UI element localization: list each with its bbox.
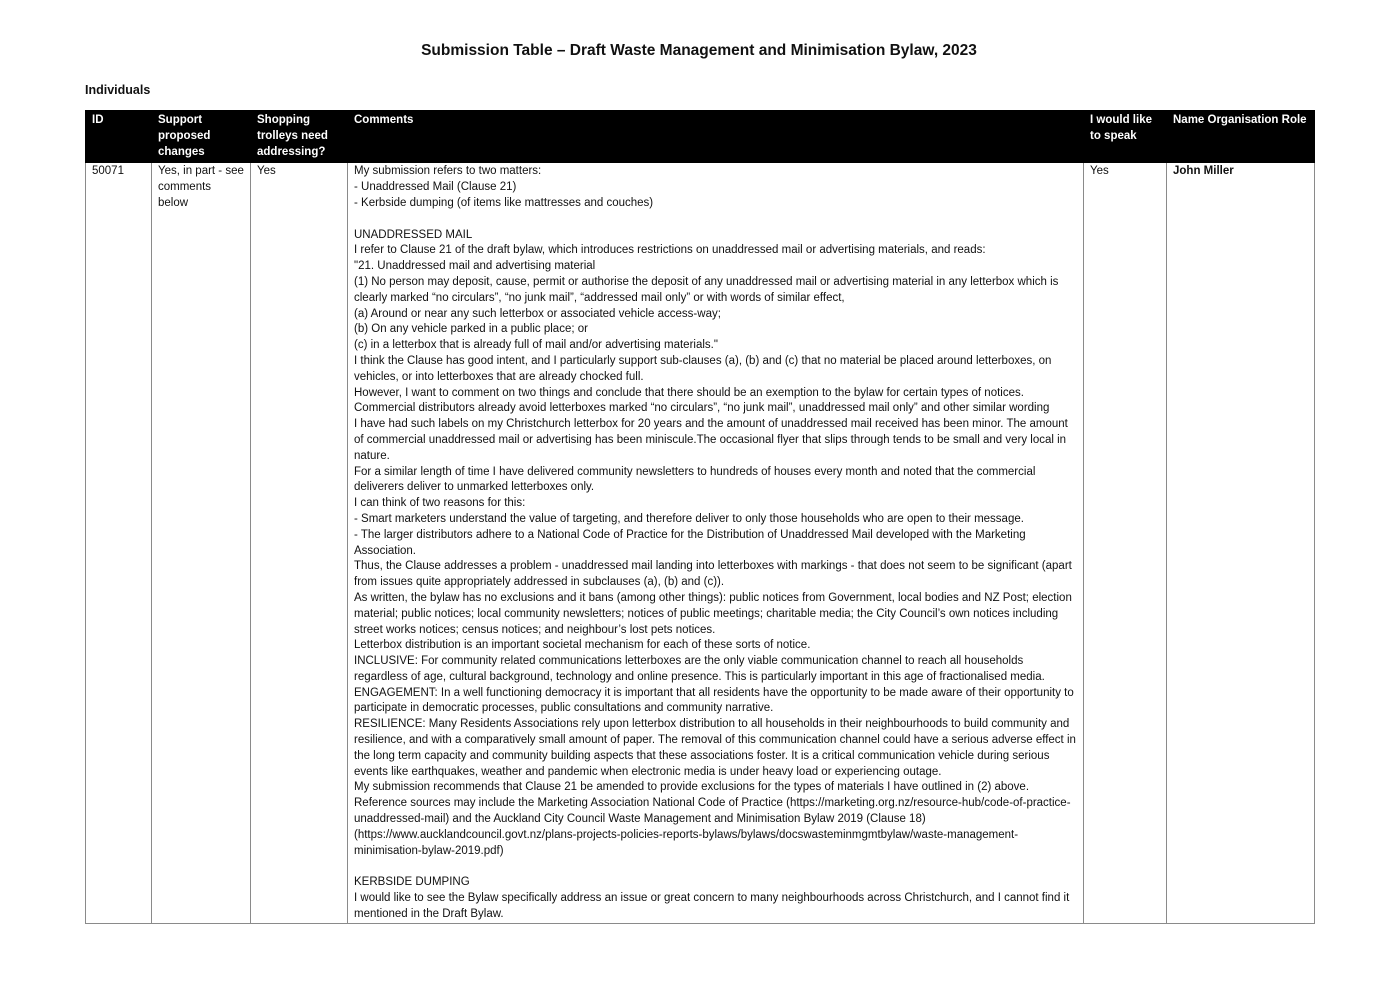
cell-id: 50071 — [86, 163, 152, 923]
column-header-id: ID — [86, 111, 152, 163]
column-header-comments: Comments — [348, 111, 1084, 163]
column-header-name: Name Organisation Role — [1167, 111, 1315, 163]
column-header-support: Support proposed changes — [152, 111, 251, 163]
cell-comments: My submission refers to two matters: - Unaddressed Mail (Clause 21) - Kerbside dumping (of items like mattresses and couches) UNADDRESSED MAIL I refer to Clause 21 of the draft bylaw, which introduces restrictions on unaddressed mail or advertising materials, and reads: "21. Unaddressed mail and advertising material (1) No person may deposit, cause, permit or authorise the deposit of any unaddressed mail or advertising material in any letterbox which is clearly marked “no circulars”, “no junk mail”, “addressed mail only” or with words of similar effect, (a) Around or near any such letterbox or associated vehicle access-way; (b) On any vehicle parked in a public place; or (c) in a letterbox that is already full of mail and/or advertising materials." I think the Clause has good intent, and I particularly support sub-clauses (a), (b) and (c) that no material be placed around letterboxes, on vehicles, or into letterboxes that are already chocked full. However, I want to comment on two things and conclude that there should be an exemption to the bylaw for certain types of notices. Commercial distributors already avoid letterboxes marked “no circulars”, “no junk mail”, unaddressed mail only” and other similar wording I have had such labels on my Christchurch letterbox for 20 years and the amount of unaddressed mail received has been minor. The amount of commercial unaddressed mail or advertising has been miniscule.The occasional flyer that slips through tends to be small and very local in nature. For a similar length of time I have delivered community newsletters to hundreds of houses every month and noted that the commercial deliverers deliver to unmarked letterboxes only. I can think of two reasons for this: - Smart marketers understand the value of targeting, and therefore deliver to only those households who are open to their message. - The larger distributors adhere to a National Code of Practice for the Distribution of Unaddressed Mail developed with the Marketing Association. Thus, the Clause addresses a problem - unaddressed mail landing into letterboxes with markings - that does not seem to be significant (apart from issues quite appropriately addressed in subclauses (a), (b) and (c)). As written, the bylaw has no exclusions and it bans (among other things): public notices from Government, local bodies and NZ Post; election material; public notices; local community newsletters; notices of public meetings; charitable media; the City Council’s own notices including street works notices; census notices; and neighbour’s lost pets notices. Letterbox distribution is an important societal mechanism for each of these sorts of notice. INCLUSIVE: For community related communications letterboxes are the only viable communication channel to reach all households regardless of age, cultural background, technology and online presence. This is particularly important in this age of fractionalised media. ENGAGEMENT: In a well functioning democracy it is important that all residents have the opportunity to be made aware of their opportunity to participate in democratic processes, public consultations and community narrative. RESILIENCE: Many Residents Associations rely upon letterbox distribution to all households in their neighbourhoods to build community and resilience, and with a comparatively small amount of paper. The removal of this communication channel could have a serious adverse effect in the long term capacity and community building aspects that these associations foster. It is a critical communication vehicle during serious events like earthquakes, weather and pandemic when electronic media is under heavy load or experiencing outage. My submission recommends that Clause 21 be amended to provide exclusions for the types of materials I have outlined in (2) above. Reference sources may include the Marketing Association National Code of Practice (https://marketing.org.nz/resource-hub/code-of-practice-unaddressed-mail) and the Auckland City Council Waste Management and Minimisation Bylaw 2019 (Clause 18) (https://www.aucklandcouncil.govt.nz/plans-projects-policies-reports-bylaws/bylaws/docswasteminmgmtbylaw/waste-management-minimisation-bylaw-2019.pdf) KERBSIDE DUMPING I would like to see the Bylaw specifically address an issue or great concern to many neighbourhoods across Christchurch, and I cannot find it mentioned in the Draft Bylaw. — [348, 163, 1084, 923]
table-row — [86, 163, 1315, 923]
document-title: Submission Table – Draft Waste Management and Minimisation Bylaw, 2023 — [421, 42, 977, 59]
section-heading: Individuals — [85, 83, 151, 97]
cell-support: Yes, in part - see comments below — [152, 163, 251, 923]
cell-trolleys: Yes — [251, 163, 348, 923]
column-header-trolleys: Shopping trolleys need addressing? — [251, 111, 348, 163]
submission-table — [85, 110, 1315, 924]
column-header-speak: I would like to speak — [1084, 111, 1167, 163]
cell-speak: Yes — [1084, 163, 1167, 923]
table-header-row — [86, 111, 1315, 163]
cell-name: John Miller — [1167, 163, 1315, 923]
